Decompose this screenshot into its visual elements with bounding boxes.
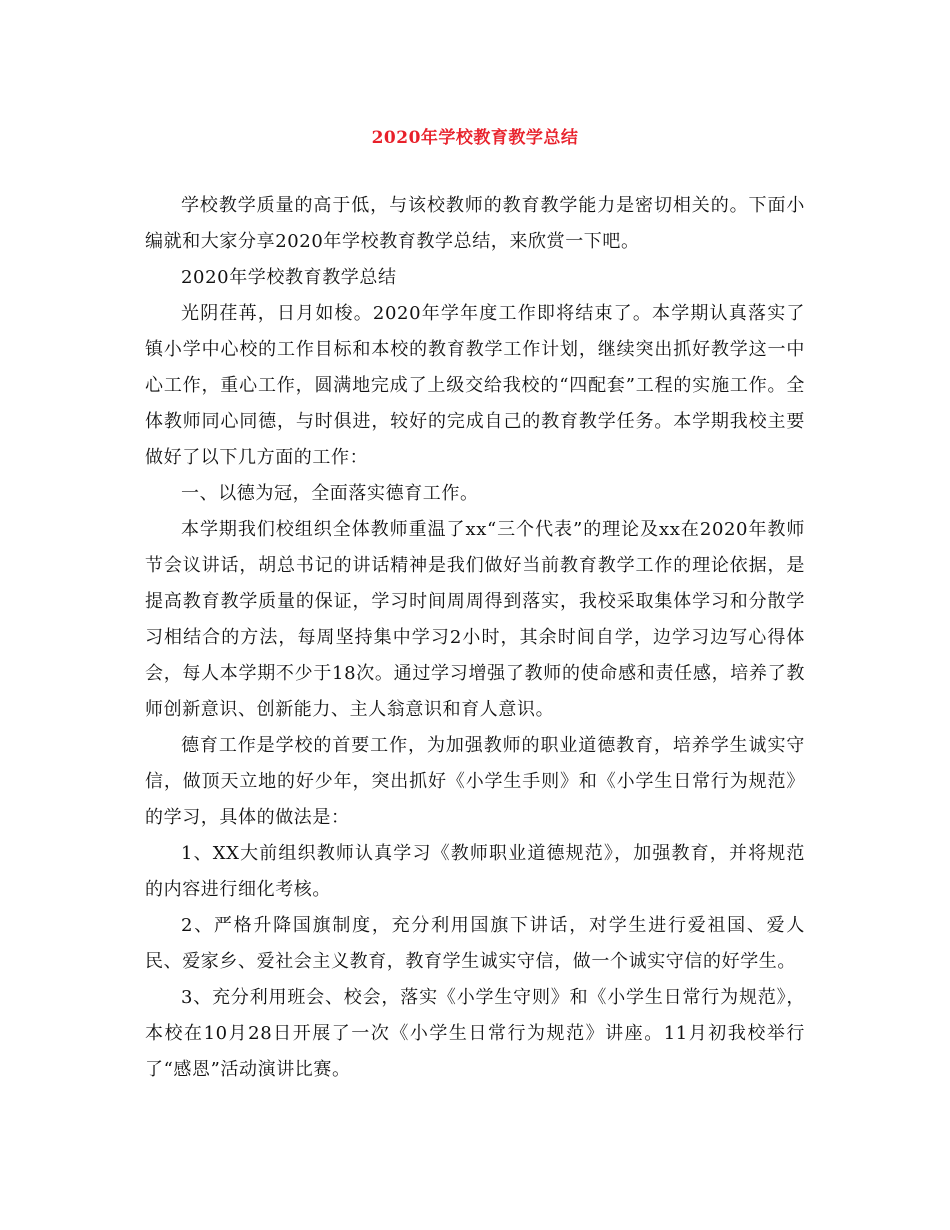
document-title: 2020年学校教育教学总结 [371, 128, 579, 148]
body-paragraph: 本学期我们校组织全体教师重温了xx“三个代表”的理论及xx在2020年教师节会议讲话，胡总书记的讲话精神是我们做好当前教育教学工作的理论依据，是提高教育教学质量的保证，学习时间周周得到落实，我校采取集体学习和分散学习相结合的方法，每周坚持集中学习2小时，其余时间自学，边学习边写心得体会，每人本学期不少于18次。通过学习增强了教师的使命感和责任感，培养了教师创新意识、创新能力、主人翁意识和育人意识。 [145, 519, 805, 720]
section-heading: 一、以德为冠，全面落实德育工作。 [181, 483, 479, 504]
body-paragraph: 光阴荏苒，日月如梭。2020年学年度工作即将结束了。本学期认真落实了镇小学中心校的工作目标和本校的教育教学工作计划，继续突出抓好教学这一中心工作，重心工作，圆满地完成了上级交给我校的“四配套”工程的实施工作。全体教师同心同德，与时俱进，较好的完成自己的教育教学任务。本学期我校主要做好了以下几方面的工作： [145, 303, 805, 468]
body-paragraph: 德育工作是学校的首要工作，为加强教师的职业道德教育，培养学生诚实守信，做顶天立地的好少年，突出抓好《小学生手则》和《小学生日常行为规范》的学习，具体的做法是： [145, 735, 805, 828]
list-item: 3、充分利用班会、校会，落实《小学生守则》和《小学生日常行为规范》，本校在10月28日开展了一次《小学生日常行为规范》讲座。11月初我校举行了“感恩”活动演讲比赛。 [145, 987, 805, 1080]
document-body [145, 188, 805, 1088]
section-heading: 2020年学校教育教学总结 [181, 267, 397, 288]
list-item: 2、严格升降国旗制度，充分利用国旗下讲话，对学生进行爱祖国、爱人民、爱家乡、爱社会主义教育，教育学生诚实守信，做一个诚实守信的好学生。 [145, 915, 805, 972]
intro-paragraph: 学校教学质量的高于低，与该校教师的教育教学能力是密切相关的。下面小编就和大家分享2020年学校教育教学总结，来欣赏一下吧。 [145, 195, 805, 252]
list-item: 1、XX大前组织教师认真学习《教师职业道德规范》，加强教育，并将规范的内容进行细化考核。 [145, 843, 805, 900]
